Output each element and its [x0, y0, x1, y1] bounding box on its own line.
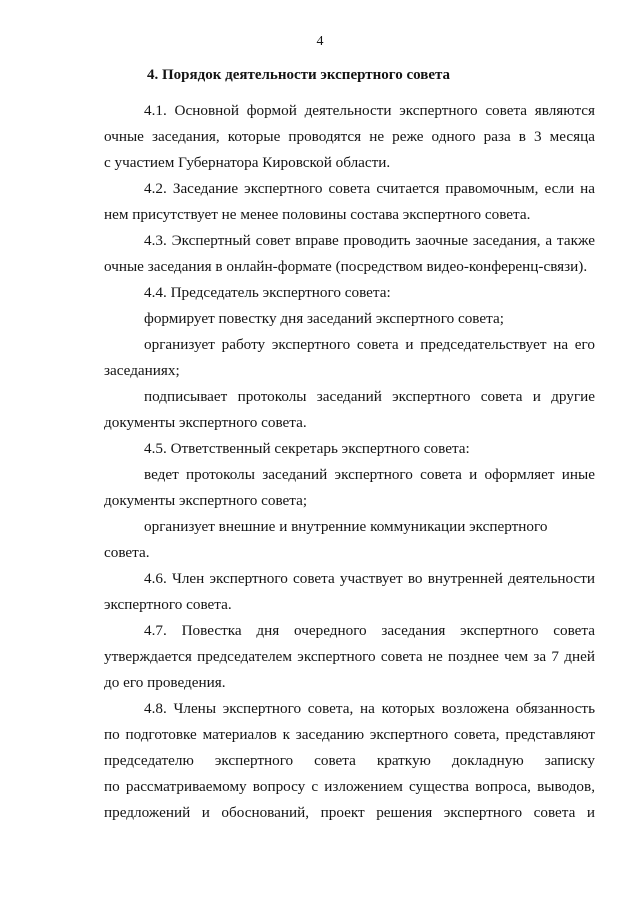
- text-line: по подготовке материалов к заседанию экспертного совета, представляют: [104, 726, 595, 743]
- paragraph-4-5-a: [104, 462, 595, 514]
- paragraph-4-1: [104, 98, 595, 176]
- body-text: [104, 98, 595, 826]
- text-line: организует внешние и внутренние коммуникации экспертного совета.: [104, 518, 548, 561]
- text-line: очные заседания, которые проводятся не реже одного раза в 3 месяца: [104, 128, 595, 145]
- text-line: утверждается председателем экспертного совета не позднее чем за 7 дней: [104, 648, 595, 665]
- paragraph-4-5: [104, 436, 595, 462]
- page-number: 4: [316, 34, 324, 49]
- text-line: организует работу экспертного совета и председательствует на его: [144, 336, 595, 353]
- paragraph-4-7: [104, 618, 595, 696]
- text-line: нем присутствует не менее половины состава экспертного совета.: [104, 206, 531, 223]
- paragraph-4-8: [104, 696, 595, 826]
- text-line: документы экспертного совета;: [104, 492, 308, 509]
- text-line: председателю экспертного совета краткую докладную записку: [104, 752, 595, 769]
- paragraph-4-4-a: [104, 306, 595, 332]
- text-line: предложений и обоснований, проект решения экспертного совета и: [104, 804, 595, 821]
- text-line: очные заседания в онлайн-формате (посредством видео-конференц-связи).: [104, 258, 588, 275]
- section-heading: 4. Порядок деятельности экспертного совета: [147, 67, 451, 83]
- text-line: ведет протоколы заседаний экспертного совета и оформляет иные: [144, 466, 595, 483]
- text-line: заседаниях;: [104, 362, 180, 379]
- text-line: с участием Губернатора Кировской области.: [104, 154, 391, 171]
- text-line: 4.1. Основной формой деятельности экспертного совета являются: [144, 102, 595, 119]
- text-line: 4.2. Заседание экспертного совета считается правомочным, если на: [144, 180, 595, 197]
- text-line: 4.6. Член экспертного совета участвует во внутренней деятельности: [144, 570, 595, 587]
- paragraph-4-4-c: [104, 384, 595, 436]
- text-line: 4.5. Ответственный секретарь экспертного совета:: [144, 440, 470, 457]
- text-line: 4.8. Члены экспертного совета, на которых возложена обязанность: [144, 700, 595, 717]
- paragraph-4-2: [104, 176, 595, 228]
- text-line: до его проведения.: [104, 674, 226, 691]
- text-line: документы экспертного совета.: [104, 414, 307, 431]
- paragraph-4-4: [104, 280, 595, 306]
- text-line: подписывает протоколы заседаний экспертного совета и другие: [144, 388, 595, 405]
- paragraph-4-6: [104, 566, 595, 618]
- paragraph-4-4-b: [104, 332, 595, 384]
- paragraph-4-3: [104, 228, 595, 280]
- text-line: формирует повестку дня заседаний экспертного совета;: [144, 310, 504, 327]
- text-line: 4.3. Экспертный совет вправе проводить заочные заседания, а также: [144, 232, 595, 249]
- paragraph-4-5-b: [104, 514, 595, 566]
- text-line: экспертного совета.: [104, 596, 232, 613]
- text-line: по рассматриваемому вопросу с изложением существа вопроса, выводов,: [104, 778, 595, 795]
- text-line: 4.4. Председатель экспертного совета:: [144, 284, 391, 301]
- text-line: 4.7. Повестка дня очередного заседания экспертного совета: [144, 622, 595, 639]
